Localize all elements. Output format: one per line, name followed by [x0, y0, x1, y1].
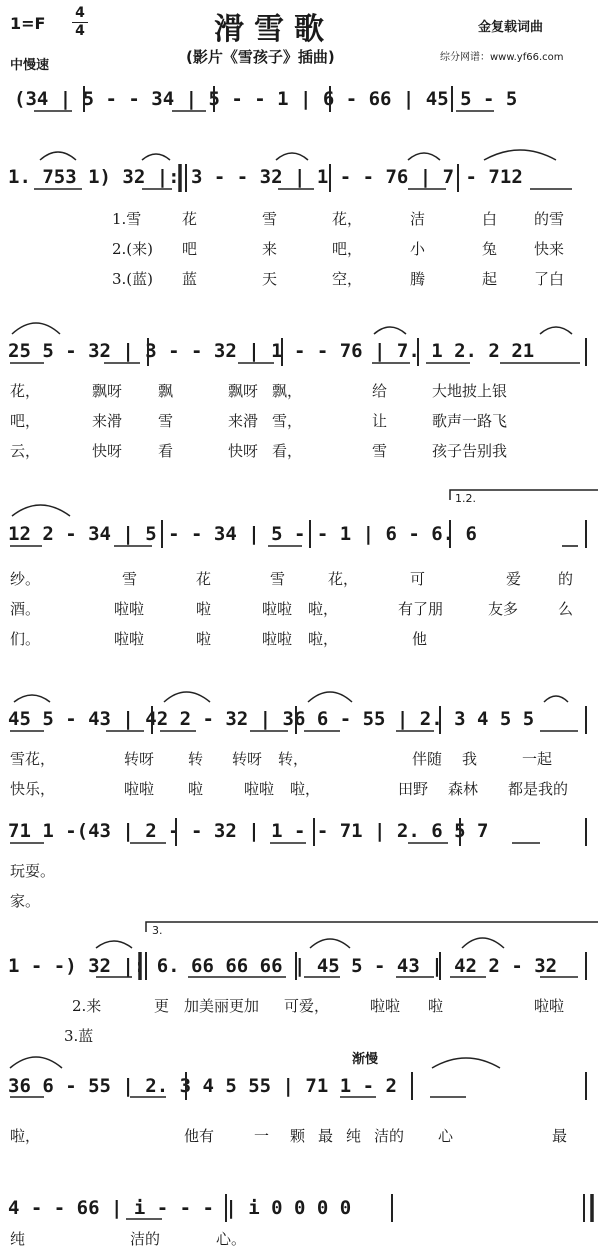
lyric-cell: 看，: [272, 442, 303, 460]
lyric-cell: 一: [254, 1127, 270, 1145]
lyric-cell: 啦，: [290, 780, 321, 798]
notation-row-6: 71 1 -(43 | 2 - - 32 | 1 - - 71 | 2. 6 5 7: [8, 820, 489, 842]
slur: [14, 695, 50, 702]
lyric-cell: 可爱，: [284, 997, 330, 1015]
lyric-cell: 友多: [488, 600, 519, 618]
lyric-cell: 么: [558, 600, 574, 618]
lyric-cell: 雪，: [272, 412, 303, 430]
lyric-cell: 伴随: [412, 750, 443, 768]
lyric-cell: 3.蓝: [64, 1027, 94, 1045]
lyric-cell: 转呀: [232, 750, 263, 768]
notation-row-9: 4 - - 66 | i - - - | i 0 0 0 0: [8, 1197, 352, 1219]
notation-row-3: 25 5 - 32 | 3 - - 32 | 1 - - 76 | 7. 1 2. 2 21: [8, 340, 535, 362]
lyric-cell: 加美丽更加: [184, 997, 260, 1015]
lyric-cell: 花，: [328, 570, 359, 588]
lyric-cell: 田野: [398, 780, 429, 798]
volta-bracket: [450, 490, 598, 500]
lyric-cell: 森林: [448, 780, 479, 798]
slur: [408, 153, 440, 160]
slur: [96, 941, 132, 948]
lyric-cell: 啦，: [10, 1127, 41, 1145]
lyric-cell: 他: [412, 630, 428, 648]
lyric-cell: 快呀: [228, 442, 259, 460]
lyric-cell: 快乐，: [10, 780, 56, 798]
lyric-cell: 兔: [482, 240, 498, 258]
lyric-cell: 腾: [410, 270, 426, 288]
lyric-cell: 快呀: [92, 442, 123, 460]
lyric-cell: 来: [262, 240, 278, 258]
lyric-cell: 天: [262, 270, 278, 288]
lyric-cell: 洁的: [130, 1230, 161, 1248]
slur: [12, 323, 60, 334]
slur: [164, 692, 210, 702]
lyric-cell: 啦啦: [262, 630, 293, 648]
lyric-cell: 雪: [270, 570, 286, 588]
lyric-cell: 啦啦: [124, 780, 155, 798]
lyric-cell: 了白: [534, 270, 565, 288]
notation-row-2: 1. 753 1) 32 |: 3 - - 32 | 1 - - 76 | 7 - 712: [8, 166, 523, 188]
notation-row-7: 1 - -) 32 |: 6. 66 66 66 | 45 5 - 43 | 42 2 - 32: [8, 955, 558, 977]
lyric-cell: 花: [196, 570, 212, 588]
slur: [374, 327, 406, 334]
lyric-cell: 最: [318, 1127, 334, 1145]
lyric-cell: 可: [410, 570, 426, 588]
slur: [40, 152, 76, 160]
lyric-cell: 云，: [10, 442, 41, 460]
lyric-cell: 雪: [262, 210, 278, 228]
lyric-cell: 孩子告别我: [432, 442, 508, 460]
lyric-cell: 都是我的: [508, 780, 569, 798]
lyric-cell: 啦: [196, 630, 212, 648]
lyric-cell: 来滑: [228, 412, 259, 430]
lyric-cell: 空，: [332, 270, 363, 288]
lyric-cell: 纱。: [10, 570, 41, 588]
slur: [142, 154, 170, 160]
lyric-cell: 快来: [534, 240, 565, 258]
slur: [10, 1057, 62, 1068]
lyric-cell: 心。: [216, 1230, 247, 1248]
meter-bottom: 4: [75, 23, 85, 39]
lyric-cell: 飘，: [272, 382, 303, 400]
lyric-cell: 转呀: [124, 750, 155, 768]
lyric-cell: 啦啦: [244, 780, 275, 798]
lyric-cell: 转，: [278, 750, 309, 768]
notation-row-8: 36 6 - 55 | 2. 3 4 5 55 | 71 1 - 2: [8, 1075, 397, 1097]
lyric-cell: 啦啦: [534, 997, 565, 1015]
rit-marking: 渐慢: [352, 1052, 379, 1067]
notation-row-1: (34 | 5 - - 34 | 5 - - 1 | 6 - 66 | 45 5 - 5: [14, 88, 518, 110]
lyric-cell: 飘呀: [228, 382, 259, 400]
lyric-cell: 来滑: [92, 412, 123, 430]
lyric-cell: 啦啦: [114, 630, 145, 648]
lyric-cell: 有了朋: [398, 600, 444, 618]
lyric-cell: 花，: [10, 382, 41, 400]
lyric-cell: 啦，: [308, 600, 339, 618]
song-subtitle: (影片《雪孩子》插曲): [186, 48, 335, 66]
slur: [276, 153, 308, 160]
lyric-cell: 啦: [428, 997, 444, 1015]
lyric-cell: 吧，: [332, 240, 363, 258]
lyric-cell: 起: [482, 270, 498, 288]
lyric-cell: 花，: [332, 210, 363, 228]
lyric-cell: 3.(蓝): [112, 270, 154, 288]
lyric-cell: 一起: [522, 750, 553, 768]
lyric-cell: 歌声一路飞: [432, 412, 508, 430]
lyric-cell: 小: [410, 240, 426, 258]
site-watermark: 综分网谱：www.yf66.com: [440, 52, 564, 63]
lyric-cell: 雪: [372, 442, 388, 460]
lyric-cell: 颗: [290, 1127, 306, 1145]
slur: [12, 505, 70, 516]
lyric-cell: 飘: [158, 382, 174, 400]
volta-bracket: [146, 922, 598, 932]
lyric-cell: 给: [372, 382, 388, 400]
lyric-cell: 1.雪: [112, 210, 142, 228]
lyric-cell: 洁: [410, 210, 426, 228]
lyric-cell: 啦: [196, 600, 212, 618]
slur: [308, 692, 352, 702]
tempo-marking: 中慢速: [10, 58, 50, 73]
lyric-cell: 雪花，: [10, 750, 56, 768]
lyric-cell: 白: [482, 210, 498, 228]
notation-row-5: 45 5 - 43 | 42 2 - 32 | 36 6 - 55 | 2. 3 4 5 5: [8, 708, 535, 730]
lyric-cell: 的雪: [534, 210, 565, 228]
lyric-cell: 玩耍。: [10, 862, 56, 880]
credits: 金复载词曲: [478, 20, 544, 35]
lyric-cell: 花: [182, 210, 198, 228]
key-signature: 1=F: [10, 14, 46, 33]
lyric-cell: 啦，: [308, 630, 339, 648]
slur: [432, 1058, 500, 1068]
slur: [484, 150, 556, 160]
meter-top: 4: [75, 5, 85, 21]
song-title: 滑雪歌: [214, 12, 334, 47]
lyric-cell: 啦啦: [262, 600, 293, 618]
lyric-cell: 飘呀: [92, 382, 123, 400]
lyric-cell: 们。: [10, 630, 41, 648]
lyric-cell: 2.来: [72, 997, 102, 1015]
lyric-cell: 洁的: [374, 1127, 405, 1145]
lyric-cell: 酒。: [10, 600, 41, 618]
notation-row-4: 12 2 - 34 | 5 - - 34 | 5 - - 1 | 6 - 6. 6: [8, 523, 477, 545]
lyric-cell: 家。: [10, 892, 41, 910]
lyric-cell: 爱: [506, 570, 522, 588]
volta-3-label: 3.: [152, 924, 163, 937]
lyric-cell: 2.(来): [112, 240, 154, 258]
lyric-cell: 吧: [182, 240, 198, 258]
lyric-cell: 心: [438, 1127, 454, 1145]
lyric-cell: 纯: [10, 1230, 26, 1248]
lyric-cell: 我: [462, 750, 478, 768]
lyric-cell: 雪: [122, 570, 138, 588]
volta-1-2-label: 1.2.: [455, 492, 476, 505]
slur: [462, 938, 504, 948]
lyric-cell: 吧，: [10, 412, 41, 430]
lyric-cell: 大地披上银: [432, 382, 508, 400]
slur: [310, 939, 350, 948]
lyric-cell: 最: [552, 1127, 568, 1145]
lyric-cell: 转: [188, 750, 204, 768]
lyric-cell: 啦啦: [370, 997, 401, 1015]
lyric-cell: 啦啦: [114, 600, 145, 618]
lyric-cell: 他有: [184, 1127, 215, 1145]
slur: [544, 696, 568, 702]
lyric-cell: 看: [158, 442, 174, 460]
lyric-cell: 更: [154, 997, 170, 1015]
lyric-cell: 雪: [158, 412, 174, 430]
lyric-cell: 让: [372, 412, 388, 430]
lyric-cell: 啦: [188, 780, 204, 798]
lyric-cell: 的: [558, 570, 574, 588]
lyric-cell: 蓝: [182, 270, 198, 288]
slur: [540, 327, 572, 334]
lyric-cell: 纯: [346, 1127, 362, 1145]
